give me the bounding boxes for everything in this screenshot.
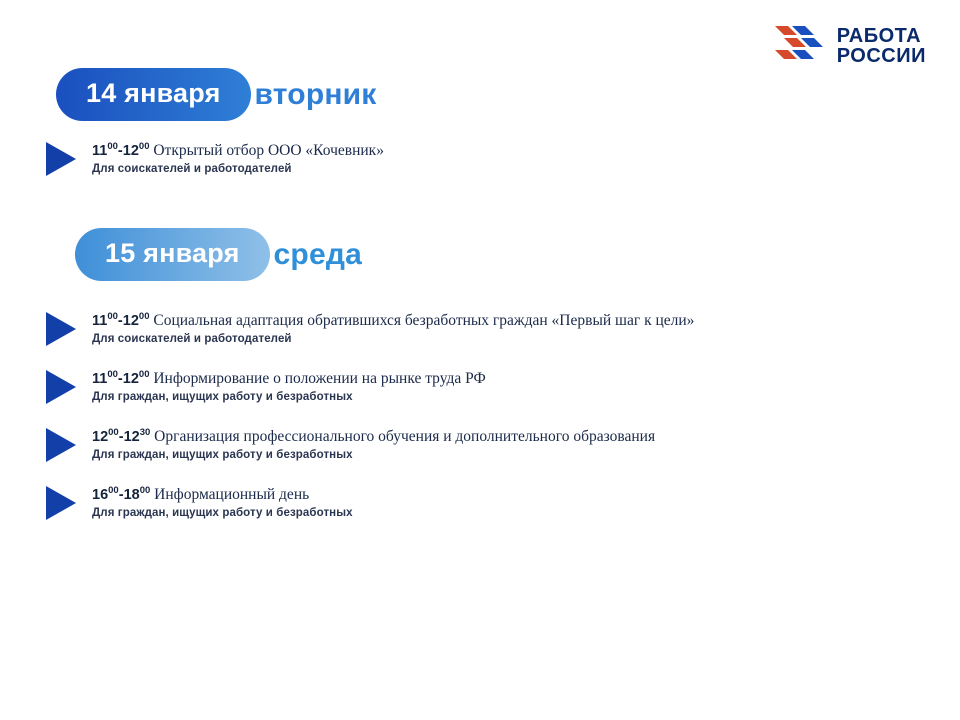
day-header-1 (56, 68, 377, 121)
event-title (92, 311, 694, 330)
triangle-bullet-icon (46, 312, 76, 346)
event-name: Открытый отбор ООО «Кочевник» (153, 142, 384, 159)
event-audience: Для граждан, ищущих работу и безработных (92, 507, 353, 520)
triangle-bullet-icon (46, 370, 76, 404)
day-date-badge-1 (56, 68, 251, 121)
brand-logo-line2: РОССИИ (836, 45, 926, 67)
brand-logo (775, 24, 926, 68)
event-time: $16^{00}-18^{00}$ (92, 485, 151, 503)
events-list-day-2 (46, 310, 694, 542)
event-title (92, 369, 486, 388)
event-item (46, 368, 694, 404)
triangle-bullet-icon (46, 486, 76, 520)
event-time: $11^{00}-12^{00}$ (92, 141, 150, 159)
event-audience: Для соискателей и работодателей (92, 333, 292, 346)
day-date-label-2: 15 января (105, 238, 240, 268)
rabota-rossii-arrow-mark (775, 24, 827, 68)
event-text (92, 310, 694, 345)
event-name: Информирование о положении на рынке труда РФ (153, 370, 486, 387)
event-audience: Для граждан, ищущих работу и безработных (92, 391, 353, 404)
event-text (92, 426, 655, 461)
day-date-label-1: 14 января (86, 78, 221, 108)
event-time: $12^{00}-12^{30}$ (92, 427, 151, 445)
event-name: Социальная адаптация обратившихся безработных граждан «Первый шаг к цели» (153, 312, 695, 329)
events-list-day-1 (46, 140, 384, 198)
day-weekday-label-2: среда (273, 237, 362, 271)
event-title (92, 485, 353, 504)
triangle-bullet-icon (46, 142, 76, 176)
event-title (92, 427, 655, 446)
event-text (92, 140, 384, 175)
event-item (46, 310, 694, 346)
event-time: $11^{00}-12^{00}$ (92, 311, 150, 329)
event-item (46, 140, 384, 176)
event-name: Информационный день (154, 486, 310, 503)
brand-logo-line1: РАБОТА (836, 24, 922, 47)
event-name: Организация профессионального обучения и дополнительного образования (154, 428, 656, 445)
day-weekday-label-1: вторник (254, 77, 377, 111)
event-title (92, 141, 384, 160)
event-item (46, 484, 694, 520)
event-text (92, 368, 486, 403)
brand-logo-text (837, 26, 926, 67)
event-item (46, 426, 694, 462)
event-audience: Для соискателей и работодателей (92, 163, 292, 176)
event-time: $11^{00}-12^{00}$ (92, 369, 150, 387)
day-header-2 (75, 228, 362, 281)
event-text (92, 484, 353, 519)
event-audience: Для граждан, ищущих работу и безработных (92, 449, 353, 462)
triangle-bullet-icon (46, 428, 76, 462)
day-date-badge-2 (75, 228, 270, 281)
